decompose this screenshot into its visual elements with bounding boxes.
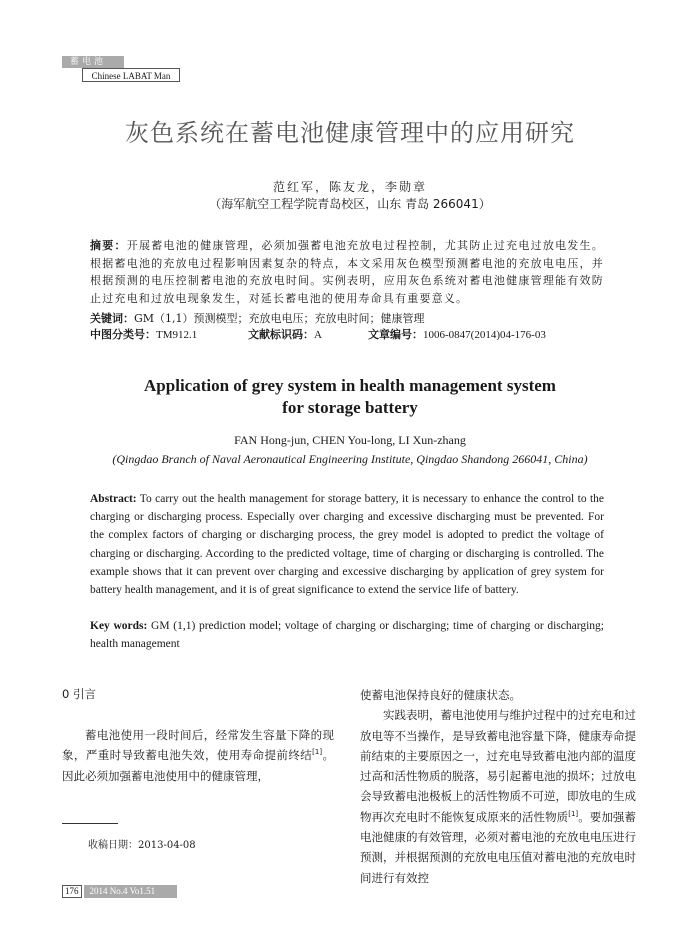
doc-code-label: 文献标识码：: [248, 328, 314, 341]
chinese-authors: 范红军，陈友龙，李勋章: [272, 180, 427, 194]
english-abstract-text: To carry out the health management for storage battery, it is necessary to enhance the control to the charging or discharging process. Especially over charging and excessive discharging must be prevented. For the complex factors of charging or discharging process, the grey model is adopted to predict the voltage of charging or discharging. According to the predicted voltage, time of charging or discharging is controlled. The example shows that it can prevent over charging and excessive discharging by application of grey system for battery health management, and it is of great significance to extend the service life of battery.: [90, 493, 604, 597]
classification-line: [90, 327, 630, 343]
practice-paragraph-text-a: 实践表明，蓄电池使用与维护过程中的过充电和过放电等不当操作，是导致蓄电池容量下降，健康寿命提前结束的主要原因之一，过充电导致蓄电池内部的温度过高和活性物质的脱落，易引起蓄电池的损坏；过放电会导致蓄电池极板上的活性物质不可逆，即放电的生成物再次充电时不能恢复成原来的活性物质: [360, 708, 636, 824]
citation-ref: [1]: [312, 748, 323, 757]
english-abstract-label: Abstract:: [90, 493, 137, 505]
chinese-affiliation: （海军航空工程学院青岛校区，山东 青岛 266041）: [209, 197, 491, 211]
section-heading-introduction: 0 引言: [62, 687, 96, 701]
body-left-column: [62, 685, 334, 786]
body-right-column: [360, 685, 636, 888]
english-abstract: [90, 490, 604, 599]
english-title-line2: for storage battery: [282, 398, 418, 417]
chinese-abstract-label: 摘要：: [90, 239, 127, 252]
practice-paragraph: [360, 705, 636, 888]
practice-paragraph-text-b: 。要加强蓄电池健康的有效管理，必须对蓄电池的充放电电压进行预测，并根据预测的充放电电压值对蓄电池的充放电时间进行有效控: [360, 809, 636, 885]
english-keywords-label: Key words:: [90, 620, 148, 632]
doc-code-value: A: [314, 329, 322, 341]
english-affiliation: (Qingdao Branch of Naval Aeronautical Engineering Institute, Qingdao Shandong 266041, China): [112, 452, 588, 466]
clc-value: TM912.1: [156, 329, 198, 341]
english-title-line1: Application of grey system in health management system: [144, 376, 556, 395]
citation-ref: [1]: [568, 809, 579, 818]
chinese-title: 灰色系统在蓄电池健康管理中的应用研究: [125, 119, 575, 147]
journal-name: Chinese LABAT Man: [82, 68, 180, 82]
journal-section-tag: 蓄电池: [62, 56, 124, 68]
received-date: 收稿日期：2013-04-08: [88, 840, 196, 851]
clc-label: 中图分类号：: [90, 328, 156, 341]
chinese-abstract: [90, 237, 604, 307]
page-footer: [62, 885, 177, 898]
english-keywords: [90, 617, 604, 653]
footnote-divider: [62, 823, 118, 824]
chinese-keywords: [90, 311, 604, 327]
chinese-keywords-label: 关键词：: [90, 312, 134, 325]
continued-line: 使蓄电池保持良好的健康状态。: [360, 688, 521, 702]
intro-paragraph: [62, 725, 334, 786]
chinese-keywords-text: GM（1,1）预测模型；充放电电压；充放电时间；健康管理: [134, 312, 425, 325]
english-title: [0, 375, 700, 419]
article-no-value: 1006-0847(2014)04-176-03: [423, 329, 546, 341]
chinese-abstract-text: 开展蓄电池的健康管理，必须加强蓄电池充放电过程控制，尤其防止过充电过放电发生。根据蓄电池的充放电过程影响因素复杂的特点，本文采用灰色模型预测蓄电池的充放电电压，并根据预测的电压控制蓄电池的充放电时间。实例表明，应用灰色系统对蓄电池健康管理能有效防止过充电和过放电现象发生，对延长蓄电池的使用寿命具有重要意义。: [90, 239, 604, 305]
page-number: 176: [62, 885, 82, 898]
english-authors: FAN Hong-jun, CHEN You-long, LI Xun-zhang: [234, 433, 466, 447]
issue-info: 2014 No.4 Vo1.51: [84, 885, 178, 898]
english-keywords-text: GM (1,1) prediction model; voltage of charging or discharging; time of charging or discharging; health management: [90, 620, 604, 651]
intro-paragraph-text-b: 。因此必须加强蓄电池使用中的健康管理，: [62, 748, 335, 783]
intro-paragraph-text-a: 蓄电池使用一段时间后，经常发生容量下降的现象，严重时导致蓄电池失效，使用寿命提前终结: [62, 728, 334, 763]
article-no-label: 文章编号：: [368, 328, 423, 341]
